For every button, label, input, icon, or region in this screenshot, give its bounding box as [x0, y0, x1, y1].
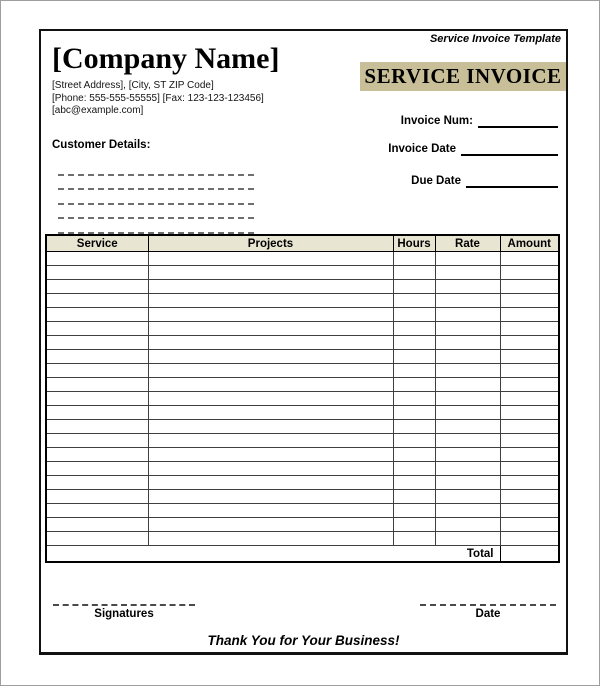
- projects-column-header: Projects: [148, 235, 393, 252]
- amount-cell[interactable]: [500, 448, 559, 462]
- projects-cell[interactable]: [148, 476, 393, 490]
- service-cell[interactable]: [46, 350, 148, 364]
- rate-cell[interactable]: [435, 434, 500, 448]
- amount-cell[interactable]: [500, 378, 559, 392]
- date-label: Date: [475, 608, 501, 620]
- amount-cell[interactable]: [500, 462, 559, 476]
- rate-cell[interactable]: [435, 518, 500, 532]
- rate-cell[interactable]: [435, 532, 500, 546]
- items-table-body: [46, 252, 559, 546]
- projects-cell[interactable]: [148, 350, 393, 364]
- rate-cell[interactable]: [435, 364, 500, 378]
- projects-cell[interactable]: [148, 336, 393, 350]
- total-row: [46, 546, 559, 563]
- signatures-block: [53, 594, 195, 620]
- projects-cell[interactable]: [148, 448, 393, 462]
- item-row: [46, 336, 559, 350]
- projects-cell[interactable]: [148, 322, 393, 336]
- rate-cell[interactable]: [435, 392, 500, 406]
- amount-cell[interactable]: [500, 350, 559, 364]
- item-row: [46, 504, 559, 518]
- total-amount-cell[interactable]: [500, 546, 559, 563]
- date-block: [420, 594, 556, 620]
- amount-cell[interactable]: [500, 420, 559, 434]
- rate-cell[interactable]: [435, 504, 500, 518]
- projects-cell[interactable]: [148, 280, 393, 294]
- signatures-line[interactable]: [53, 594, 195, 606]
- service-cell[interactable]: [46, 420, 148, 434]
- projects-cell[interactable]: [148, 420, 393, 434]
- invoice-num-row: [401, 113, 558, 128]
- item-row: [46, 266, 559, 280]
- hours-cell[interactable]: [393, 364, 435, 378]
- amount-cell[interactable]: [500, 532, 559, 546]
- customer-detail-line[interactable]: [58, 205, 254, 220]
- rate-cell[interactable]: [435, 294, 500, 308]
- company-phone-fax: [Phone: 555-555-55555] [Fax: 123-123-123456]: [52, 92, 264, 104]
- service-cell[interactable]: [46, 266, 148, 280]
- projects-cell[interactable]: [148, 308, 393, 322]
- hours-cell[interactable]: [393, 266, 435, 280]
- item-row: [46, 434, 559, 448]
- hours-cell[interactable]: [393, 532, 435, 546]
- service-cell[interactable]: [46, 364, 148, 378]
- item-row: [46, 378, 559, 392]
- invoice-num-label: Invoice Num:: [400, 115, 473, 127]
- item-row: [46, 392, 559, 406]
- company-block: [52, 42, 279, 118]
- hours-cell[interactable]: [393, 434, 435, 448]
- hours-cell[interactable]: [393, 322, 435, 336]
- item-row: [46, 532, 559, 546]
- rate-cell[interactable]: [435, 308, 500, 322]
- items-table: [45, 234, 560, 563]
- hours-cell[interactable]: [393, 280, 435, 294]
- company-address-block: [52, 80, 279, 118]
- customer-detail-lines: [58, 161, 254, 234]
- hours-cell[interactable]: [393, 490, 435, 504]
- amount-cell[interactable]: [500, 294, 559, 308]
- amount-cell[interactable]: [500, 308, 559, 322]
- hours-cell[interactable]: [393, 294, 435, 308]
- projects-cell[interactable]: [148, 490, 393, 504]
- rate-cell[interactable]: [435, 476, 500, 490]
- rate-cell[interactable]: [435, 350, 500, 364]
- item-row: [46, 448, 559, 462]
- service-column-header: Service: [46, 235, 148, 252]
- item-row: [46, 476, 559, 490]
- due-date-row: [411, 173, 558, 188]
- service-cell[interactable]: [46, 518, 148, 532]
- rate-cell[interactable]: [435, 266, 500, 280]
- hours-cell[interactable]: [393, 504, 435, 518]
- hours-cell[interactable]: [393, 518, 435, 532]
- hours-cell[interactable]: [393, 462, 435, 476]
- rate-cell[interactable]: [435, 406, 500, 420]
- hours-cell[interactable]: [393, 448, 435, 462]
- item-row: [46, 308, 559, 322]
- projects-cell[interactable]: [148, 518, 393, 532]
- service-cell[interactable]: [46, 308, 148, 322]
- amount-column-header: Amount: [500, 235, 559, 252]
- hours-cell[interactable]: [393, 336, 435, 350]
- rate-cell[interactable]: [435, 448, 500, 462]
- items-table-footer: [46, 546, 559, 563]
- projects-cell[interactable]: [148, 378, 393, 392]
- amount-cell[interactable]: [500, 322, 559, 336]
- projects-cell[interactable]: [148, 434, 393, 448]
- amount-cell[interactable]: [500, 280, 559, 294]
- item-row: [46, 252, 559, 266]
- item-row: [46, 294, 559, 308]
- rate-cell[interactable]: [435, 490, 500, 504]
- projects-cell[interactable]: [148, 364, 393, 378]
- service-invoice-banner: SERVICE INVOICE: [360, 62, 566, 91]
- service-cell[interactable]: [46, 476, 148, 490]
- hours-cell[interactable]: [393, 350, 435, 364]
- hours-cell[interactable]: [393, 308, 435, 322]
- customer-detail-line[interactable]: [58, 161, 254, 176]
- amount-cell[interactable]: [500, 392, 559, 406]
- item-row: [46, 462, 559, 476]
- item-row: [46, 490, 559, 504]
- invoice-frame: [39, 29, 568, 655]
- thank-you-message: Thank You for Your Business!: [207, 633, 400, 648]
- amount-cell[interactable]: [500, 476, 559, 490]
- company-street-address: [Street Address], [City, ST ZIP Code]: [52, 80, 214, 91]
- total-label: Total: [46, 546, 500, 563]
- invoice-date-label: Invoice Date: [388, 143, 456, 155]
- item-row: [46, 350, 559, 364]
- customer-details-block: [52, 139, 254, 234]
- service-cell[interactable]: [46, 434, 148, 448]
- hours-cell[interactable]: [393, 476, 435, 490]
- service-cell[interactable]: [46, 378, 148, 392]
- amount-cell[interactable]: [500, 518, 559, 532]
- company-email: [abc@example.com]: [52, 105, 144, 116]
- service-cell[interactable]: [46, 462, 148, 476]
- invoice-num-line[interactable]: [478, 113, 558, 128]
- service-cell[interactable]: [46, 294, 148, 308]
- hours-cell[interactable]: [393, 406, 435, 420]
- customer-detail-line[interactable]: [58, 219, 254, 234]
- items-table-header: [46, 235, 559, 252]
- projects-cell[interactable]: [148, 504, 393, 518]
- template-watermark: Service Invoice Template: [429, 33, 561, 45]
- service-cell[interactable]: [46, 448, 148, 462]
- customer-details-label: Customer Details:: [52, 139, 151, 151]
- projects-cell[interactable]: [148, 266, 393, 280]
- amount-cell[interactable]: [500, 364, 559, 378]
- rate-cell[interactable]: [435, 462, 500, 476]
- invoice-date-row: [388, 141, 558, 156]
- service-cell[interactable]: [46, 406, 148, 420]
- amount-cell[interactable]: [500, 252, 559, 266]
- rate-cell[interactable]: [435, 378, 500, 392]
- item-row: [46, 364, 559, 378]
- due-date-label: Due Date: [411, 175, 461, 187]
- service-cell[interactable]: [46, 336, 148, 350]
- service-cell[interactable]: [46, 504, 148, 518]
- amount-cell[interactable]: [500, 266, 559, 280]
- projects-cell[interactable]: [148, 294, 393, 308]
- rate-cell[interactable]: [435, 280, 500, 294]
- rate-column-header: Rate: [435, 235, 500, 252]
- service-cell[interactable]: [46, 322, 148, 336]
- amount-cell[interactable]: [500, 434, 559, 448]
- item-row: [46, 406, 559, 420]
- rate-cell[interactable]: [435, 322, 500, 336]
- due-date-line[interactable]: [466, 173, 558, 188]
- invoice-date-line[interactable]: [461, 141, 558, 156]
- projects-cell[interactable]: [148, 462, 393, 476]
- customer-detail-line[interactable]: [58, 176, 254, 191]
- customer-detail-line[interactable]: [58, 190, 254, 205]
- amount-cell[interactable]: [500, 336, 559, 350]
- projects-cell[interactable]: [148, 392, 393, 406]
- service-cell[interactable]: [46, 392, 148, 406]
- item-row: [46, 322, 559, 336]
- hours-cell[interactable]: [393, 378, 435, 392]
- rate-cell[interactable]: [435, 252, 500, 266]
- hours-cell[interactable]: [393, 252, 435, 266]
- item-row: [46, 518, 559, 532]
- item-row: [46, 420, 559, 434]
- date-line[interactable]: [420, 594, 556, 606]
- projects-cell[interactable]: [148, 406, 393, 420]
- hours-cell[interactable]: [393, 420, 435, 434]
- hours-column-header: Hours: [393, 235, 435, 252]
- item-row: [46, 280, 559, 294]
- projects-cell[interactable]: [148, 252, 393, 266]
- amount-cell[interactable]: [500, 490, 559, 504]
- rate-cell[interactable]: [435, 336, 500, 350]
- rate-cell[interactable]: [435, 420, 500, 434]
- service-cell[interactable]: [46, 532, 148, 546]
- signatures-label: Signatures: [94, 608, 154, 620]
- amount-cell[interactable]: [500, 504, 559, 518]
- amount-cell[interactable]: [500, 406, 559, 420]
- projects-cell[interactable]: [148, 532, 393, 546]
- hours-cell[interactable]: [393, 392, 435, 406]
- company-name: [Company Name]: [52, 42, 280, 75]
- service-cell[interactable]: [46, 280, 148, 294]
- service-cell[interactable]: [46, 490, 148, 504]
- service-cell[interactable]: [46, 252, 148, 266]
